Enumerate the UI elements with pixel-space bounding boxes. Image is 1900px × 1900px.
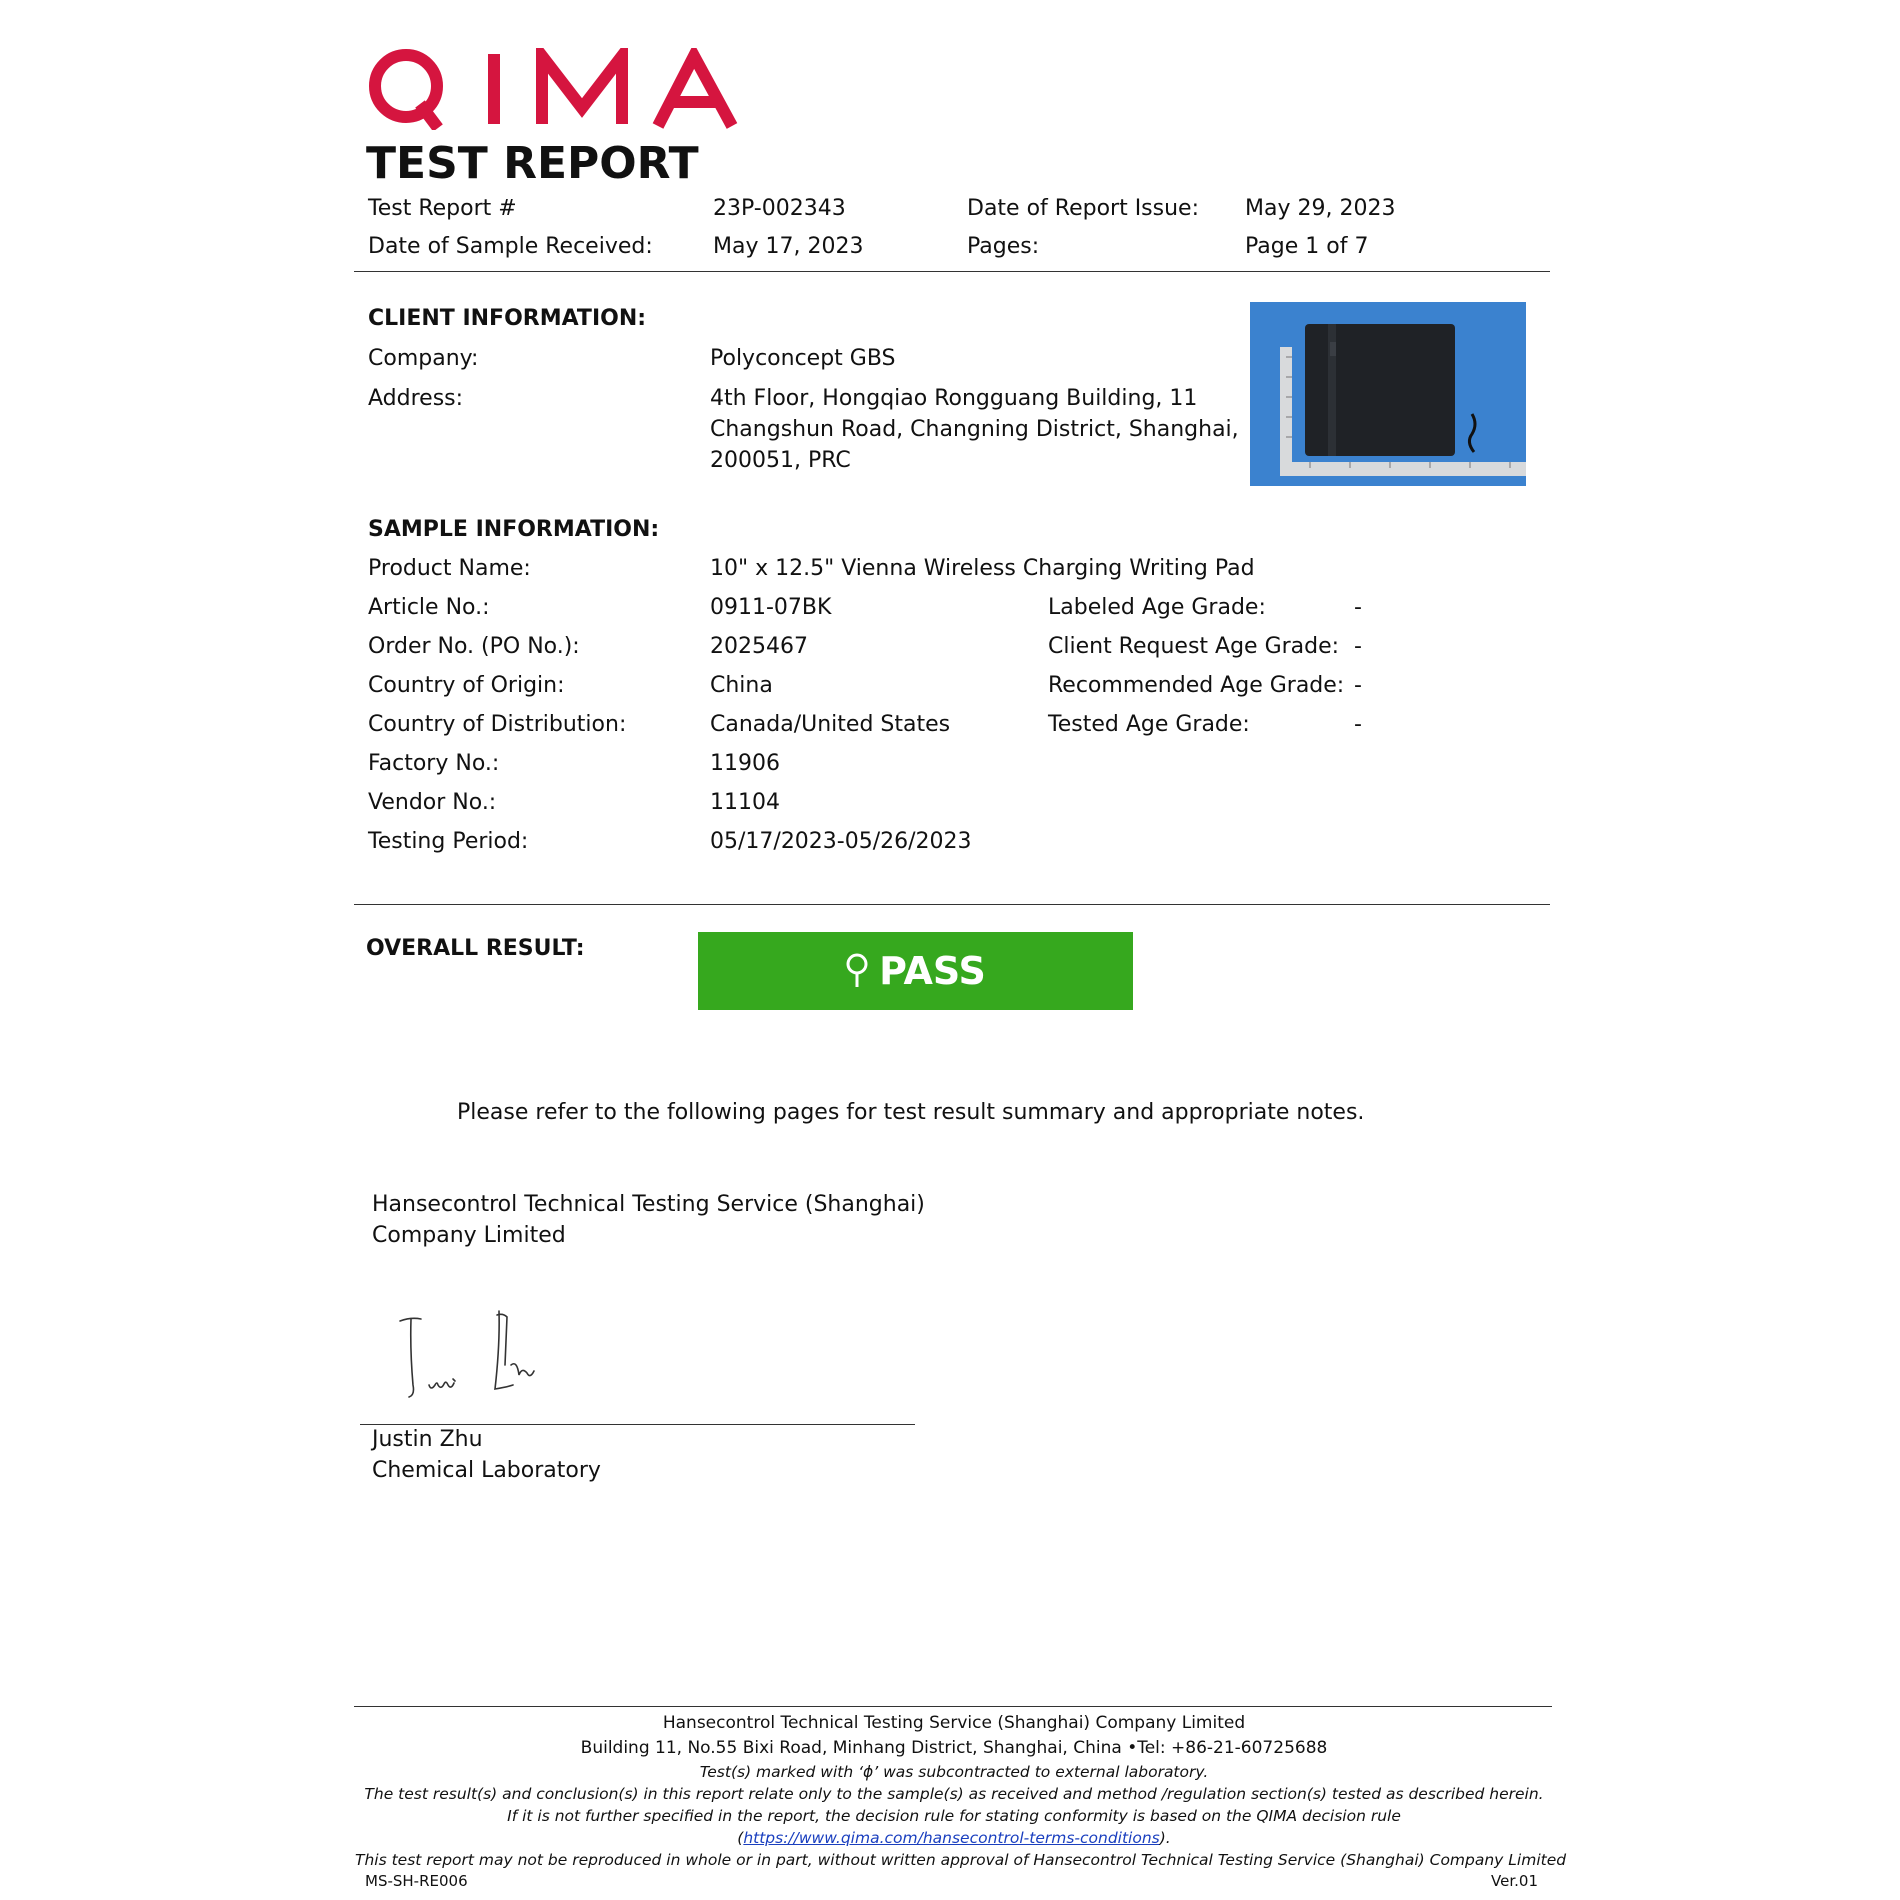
link-open: ( (737, 1829, 744, 1847)
client-heading: CLIENT INFORMATION: (368, 306, 647, 331)
sample-value: 05/17/2023-05/26/2023 (710, 829, 972, 854)
age-grade-label: Recommended Age Grade: (1048, 673, 1345, 698)
sample-label: Country of Distribution: (368, 712, 627, 737)
signature-line (360, 1424, 915, 1425)
sample-heading: SAMPLE INFORMATION: (368, 517, 660, 542)
age-grade-value: - (1354, 595, 1362, 620)
footer-note: Test(s) marked with ‘ϕ’ was subcontracted to external laboratory. (699, 1763, 1209, 1781)
sample-value: Canada/United States (710, 712, 951, 737)
pin-icon (845, 953, 869, 989)
sample-label: Article No.: (368, 595, 490, 620)
result-divider (354, 904, 1550, 905)
report-no-label: Test Report # (368, 196, 517, 221)
product-photo (1250, 302, 1526, 486)
pass-badge (698, 932, 1133, 1010)
version: Ver.01 (1491, 1872, 1538, 1890)
footer-divider (354, 1706, 1552, 1707)
report-title: TEST REPORT (366, 138, 699, 189)
age-grade-label: Tested Age Grade: (1048, 712, 1250, 737)
age-grade-label: Labeled Age Grade: (1048, 595, 1266, 620)
received-date: May 17, 2023 (713, 234, 864, 259)
footer-note: This test report may not be reproduced in whole or in part, without written approval of Hansecontrol Technical Testing Service (Shanghai) Company Limited (355, 1851, 1567, 1869)
sample-label: Factory No.: (368, 751, 500, 776)
footer-link-line (355, 1829, 1553, 1847)
address-line: 4th Floor, Hongqiao Rongguang Building, 11 (710, 386, 1198, 411)
sample-label: Vendor No.: (368, 790, 497, 815)
footer-note: The test result(s) and conclusion(s) in this report relate only to the sample(s) as received and method /regulation section(s) tested as described herein. (364, 1785, 1544, 1803)
signer-name: Justin Zhu (372, 1427, 483, 1452)
sample-value: 11104 (710, 790, 780, 815)
pass-text: PASS (879, 949, 986, 993)
pages-value: Page 1 of 7 (1245, 234, 1369, 259)
address-line: Changshun Road, Changning District, Shanghai, (710, 417, 1239, 442)
age-grade-value: - (1354, 712, 1362, 737)
sample-value: China (710, 673, 773, 698)
form-code: MS-SH-RE006 (365, 1872, 468, 1890)
footer-company: Hansecontrol Technical Testing Service (Shanghai) Company Limited (662, 1713, 1246, 1733)
issue-date: May 29, 2023 (1245, 196, 1396, 221)
lab-name-line: Company Limited (372, 1223, 566, 1248)
sample-value: 10" x 12.5" Vienna Wireless Charging Writing Pad (710, 556, 1255, 581)
overall-result-label: OVERALL RESULT: (366, 936, 585, 961)
refer-note: Please refer to the following pages for test result summary and appropriate notes. (457, 1100, 1365, 1125)
signature (395, 1305, 575, 1405)
age-grade-value: - (1354, 673, 1362, 698)
age-grade-label: Client Request Age Grade: (1048, 634, 1340, 659)
age-grade-value: - (1354, 634, 1362, 659)
address-line: 200051, PRC (710, 448, 851, 473)
company-value: Polyconcept GBS (710, 346, 896, 371)
sample-value: 0911-07BK (710, 595, 832, 620)
footer-note: If it is not further specified in the report, the decision rule for stating conformity is based on the QIMA decision rule (507, 1807, 1401, 1825)
issue-date-label: Date of Report Issue: (967, 196, 1199, 221)
sample-label: Testing Period: (368, 829, 529, 854)
received-label: Date of Sample Received: (368, 234, 653, 259)
pages-label: Pages: (967, 234, 1040, 259)
sample-label: Product Name: (368, 556, 531, 581)
company-label: Company: (368, 346, 479, 371)
link-close: ). (1159, 1829, 1171, 1847)
sample-value: 11906 (710, 751, 780, 776)
sample-label: Country of Origin: (368, 673, 565, 698)
qima-logo (366, 48, 739, 130)
sample-value: 2025467 (710, 634, 808, 659)
sample-label: Order No. (PO No.): (368, 634, 580, 659)
lab-name-line: Hansecontrol Technical Testing Service (Shanghai) (372, 1192, 925, 1217)
signer-department: Chemical Laboratory (372, 1458, 601, 1483)
header-divider (354, 271, 1550, 272)
address-label: Address: (368, 386, 464, 411)
footer-address: Building 11, No.55 Bixi Road, Minhang District, Shanghai, China •Tel: +86-21-60725688 (580, 1738, 1328, 1758)
terms-link[interactable]: https://www.qima.com/hansecontrol-terms-conditions (743, 1829, 1160, 1847)
report-no: 23P-002343 (713, 196, 846, 221)
